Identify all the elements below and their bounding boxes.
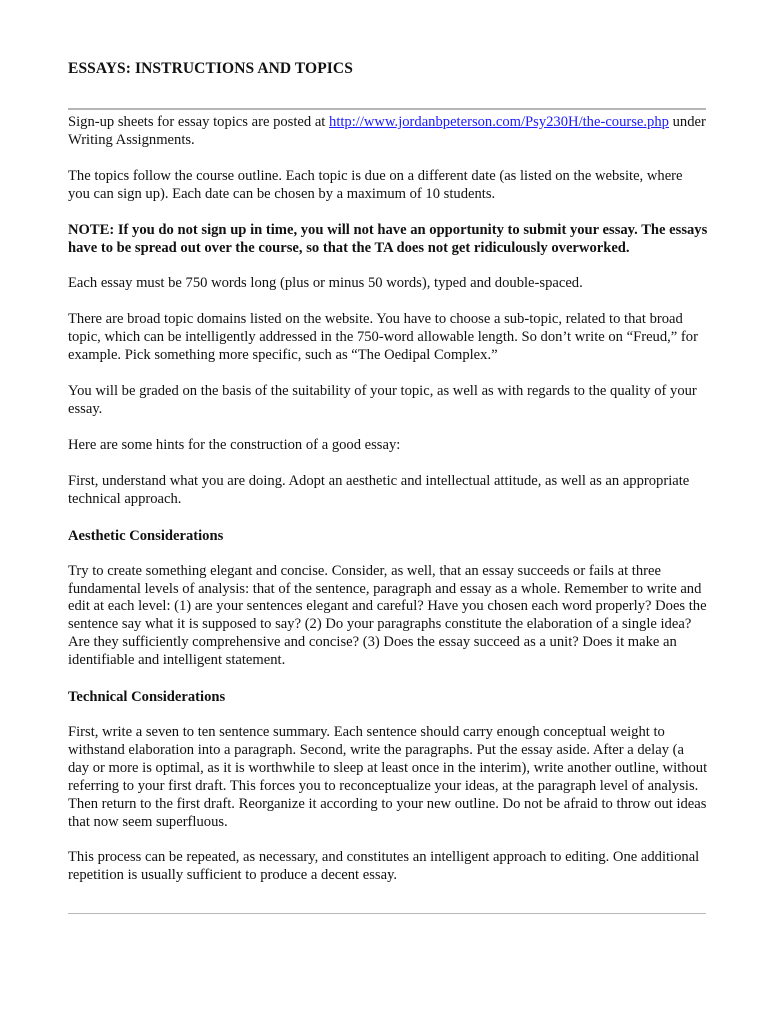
signup-text-after: under Writing Assignments. bbox=[68, 114, 706, 148]
note-paragraph: NOTE: If you do not sign up in time, you will not have an opportunity to submit your essay. The essays have to be spread out over the course, so that the TA does not get ridiculously overworked. bbox=[68, 221, 708, 256]
grading-paragraph: You will be graded on the basis of the suitability of your topic, as well as with regards to the quality of your essay. bbox=[68, 383, 697, 417]
signup-text-before: Sign-up sheets for essay topics are posted at bbox=[68, 114, 330, 130]
technical-paragraph: First, write a seven to ten sentence summary. Each sentence should carry enough conceptual weight to withstand elaboration into a paragraph. Second, write the paragraphs. Put the essay aside. After a delay (a day or more is optimal, as it is worthwhile to sleep at least once in the interim), write another outline, without referring to your first draft. This forces you to reconceptualize your ideas, at the paragraph level of analysis. Then return to the first draft. Reorganize it according to your new outline. Do not be afraid to throw out ideas that now seem superfluous. bbox=[68, 724, 708, 830]
aesthetic-paragraph: Try to create something elegant and concise. Consider, as well, that an essay succeeds or fails at three fundamental levels of analysis: that of the sentence, paragraph and essay as a whole. Remember to write and edit at each level: (1) are your sentences elegant and careful? Have you chosen each word properly? Does the sentence say what it is supposed to say? (2) Do your paragraphs constitute the elaboration of a single idea? Are they sufficiently comprehensive and concise? (3) Does the essay succeed as a unit? Does it make an identifiable and intelligent statement. bbox=[68, 562, 707, 669]
subtopic-paragraph: There are broad topic domains listed on the website. You have to choose a sub-topic, related to that broad topic, which can be intelligently addressed in the 750-word allowable length. So don’t write on “Freud,” for example. Pick something more specific, such as “The Oedipal Complex.” bbox=[68, 311, 698, 364]
attitude-paragraph: First, understand what you are doing. Adopt an aesthetic and intellectual attitude, as well as an appropriate technical approach. bbox=[68, 472, 690, 507]
signup-paragraph bbox=[68, 114, 708, 150]
document-page bbox=[68, 58, 708, 903]
document-title: ESSAYS: INSTRUCTIONS AND TOPICS bbox=[68, 60, 353, 77]
bottom-divider bbox=[68, 913, 706, 914]
closing-paragraph: This process can be repeated, as necessary, and constitutes an intelligent approach to editing. One additional repetition is usually sufficient to produce a decent essay. bbox=[68, 849, 700, 884]
topics-paragraph: The topics follow the course outline. Each topic is due on a different date (as listed on the website, where you can sign up). Each date can be chosen by a maximum of 10 students. bbox=[68, 167, 683, 202]
length-paragraph: Each essay must be 750 words long (plus or minus 50 words), typed and double-spaced. bbox=[68, 275, 583, 292]
hints-intro-paragraph: Here are some hints for the construction of a good essay: bbox=[68, 436, 401, 453]
technical-heading: Technical Considerations bbox=[68, 689, 226, 706]
top-divider bbox=[68, 108, 706, 110]
course-website-link[interactable]: http://www.jordanbpeterson.com/Psy230H/the-course.php bbox=[329, 114, 669, 130]
aesthetic-heading: Aesthetic Considerations bbox=[68, 527, 224, 544]
